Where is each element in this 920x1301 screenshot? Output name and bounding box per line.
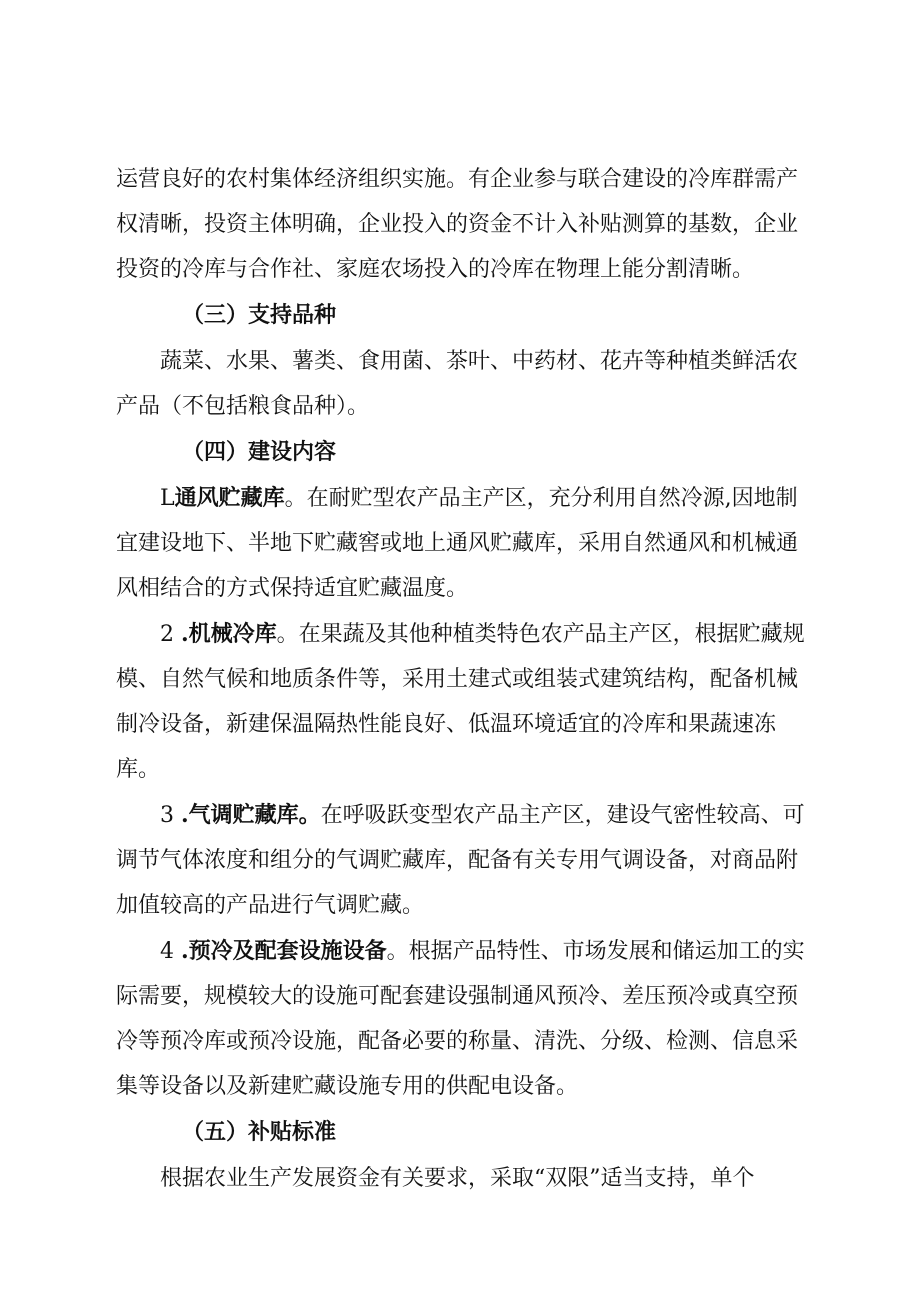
section-heading-supported-varieties: （三）支持品种 xyxy=(182,302,337,328)
list-item-title: .预冷及配套设施设备 xyxy=(181,938,387,964)
list-item-precooling-facilities xyxy=(116,929,816,1109)
list-item-number: L xyxy=(160,486,175,511)
section-heading-subsidy-standard: （五）补贴标准 xyxy=(182,1119,337,1145)
list-item-text: 在呼吸跃变型农产品主产区，建设气密性较高、可调节气体浓度和组分的气调贮藏库，配备有关专用气调设备，对商品附加值较高的产品进行气调贮藏。 xyxy=(116,803,805,918)
list-item-number: 4 xyxy=(160,939,174,964)
section-heading-construction-content: （四）建设内容 xyxy=(182,439,337,465)
list-item-text: 。在耐贮型农产品主产区，充分利用自然冷源,因地制宜建设地下、半地下贮藏窖或地上通风贮藏库，采用自然通风和机械通风相结合的方式保持适宜贮藏温度。 xyxy=(116,486,799,601)
list-item-title: .气调贮藏库。 xyxy=(181,802,321,828)
list-item-mechanical-cold-storage xyxy=(116,612,816,792)
list-item-number: 2 xyxy=(160,622,174,647)
list-item-number: 3 xyxy=(160,803,174,828)
list-item-text: 。在果蔬及其他种植类特色农产品主产区，根据贮藏规模、自然气候和地质条件等，采用土建式或组装式建筑结构，配备机械制冷设备，新建保温隔热性能良好、低温环境适宜的冷库和果蔬速冻库。 xyxy=(116,622,805,782)
paragraph-subsidy-standard: 根据农业生产发展资金有关要求，采取“双限”适当支持，单个 xyxy=(160,1166,755,1191)
list-item-ventilated-storage xyxy=(116,476,816,611)
list-item-title: .机械冷库 xyxy=(181,621,277,647)
paragraph-eligibility: 运营良好的农村集体经济组织实施。有企业参与联合建设的冷库群需产权清晰，投资主体明确，企业投入的资金不计入补贴测算的基数，企业投资的冷库与合作社、家庭农场投入的冷库在物理上能分割清晰。 xyxy=(116,167,799,282)
paragraph-supported-varieties: 蔬菜、水果、薯类、食用菌、茶叶、中药材、花卉等种植类鲜活农产品（不包括粮食品种）。 xyxy=(116,349,799,419)
list-item-controlled-atmosphere-storage xyxy=(116,793,816,928)
list-item-title: 通风贮藏库 xyxy=(174,485,285,511)
list-item-text: 。根据产品特性、市场发展和储运加工的实际需要，规模较大的设施可配套建设强制通风预冷、差压预冷或真空预冷等预冷库或预冷设施，配备必要的称量、清洗、分级、检测、信息采集等设备以及新建贮藏设施专用的供配电设备。 xyxy=(116,939,805,1099)
